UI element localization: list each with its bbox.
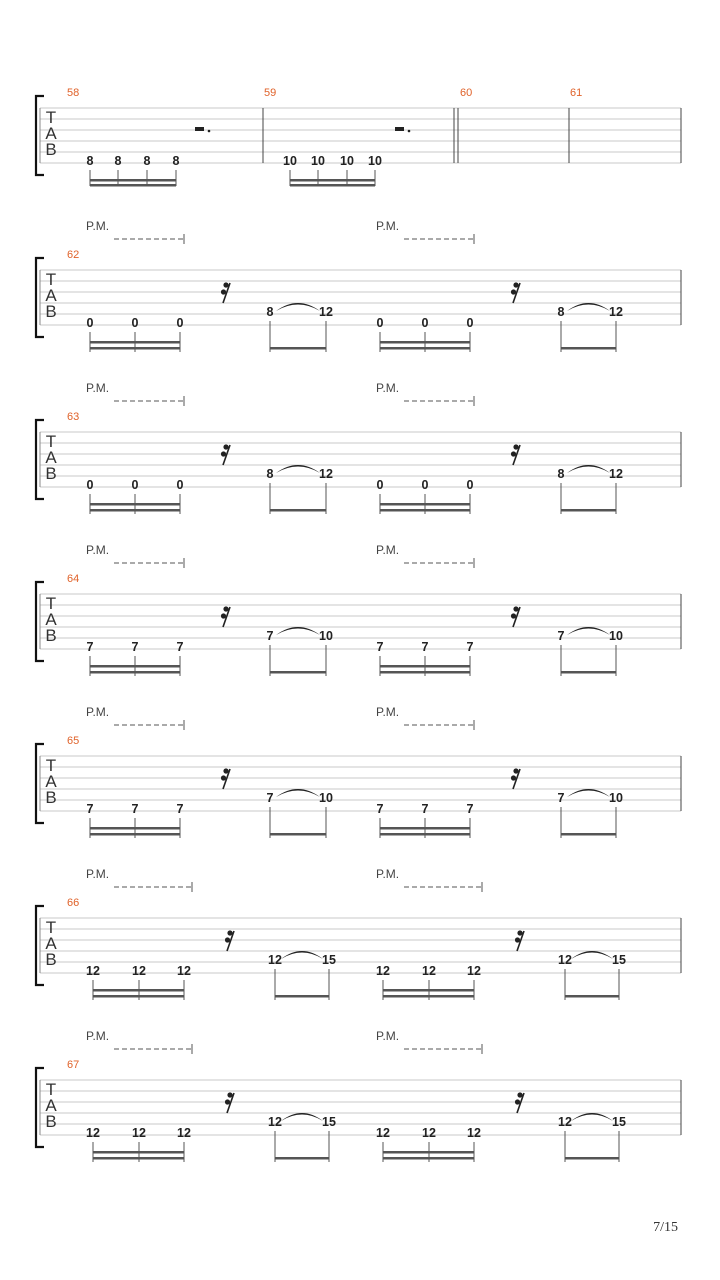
beam-secondary xyxy=(90,347,180,350)
system-measure-65 xyxy=(36,705,681,838)
fret-number: 0 xyxy=(131,478,139,492)
palm-mute-label: P.M. xyxy=(86,219,110,233)
measure-number: 58 xyxy=(67,87,80,99)
fret-number: 0 xyxy=(466,478,474,492)
beam-primary xyxy=(93,989,184,992)
fret-number: 8 xyxy=(114,154,122,168)
fret-number: 12 xyxy=(467,964,481,978)
rest-flag-dot xyxy=(513,606,518,611)
beam-secondary xyxy=(380,347,470,350)
rest-flag-dot xyxy=(513,444,518,449)
beam-primary xyxy=(565,995,619,998)
tab-clef-letter: A xyxy=(45,1096,57,1115)
fret-number: 0 xyxy=(176,316,184,330)
measure-number: 59 xyxy=(264,87,277,99)
fret-number: 7 xyxy=(421,640,429,654)
measure-number: 60 xyxy=(460,87,473,99)
fret-number: 8 xyxy=(557,467,565,481)
fret-number: 12 xyxy=(558,1115,572,1129)
fret-number: 12 xyxy=(319,467,333,481)
fret-number: 0 xyxy=(176,478,184,492)
tab-clef-letter: B xyxy=(45,302,57,321)
tab-clef-letter: A xyxy=(45,448,57,467)
beam-primary xyxy=(90,341,180,344)
fret-number: 0 xyxy=(421,478,429,492)
beam-primary xyxy=(270,671,326,674)
rest-flag-dot xyxy=(223,606,228,611)
measure-number: 63 xyxy=(67,411,80,423)
measure-number: 64 xyxy=(67,573,80,585)
beam-primary xyxy=(290,179,375,182)
fret-number: 10 xyxy=(609,629,623,643)
beam-secondary xyxy=(90,509,180,512)
tab-clef-letter: A xyxy=(45,124,57,143)
rest-flag-dot xyxy=(221,613,226,618)
fret-number: 8 xyxy=(266,305,274,319)
fret-number: 0 xyxy=(376,478,384,492)
fret-number: 7 xyxy=(421,802,429,816)
rest-flag-dot xyxy=(221,289,226,294)
system-measure-63 xyxy=(36,381,681,514)
slur-arc xyxy=(567,303,610,311)
rest-flag-dot xyxy=(513,768,518,773)
tab-clef-letter: B xyxy=(45,140,57,159)
beam-primary xyxy=(90,665,180,668)
rest-flag-dot xyxy=(511,451,516,456)
beam-secondary xyxy=(90,671,180,674)
beam-secondary xyxy=(93,1157,184,1160)
fret-number: 15 xyxy=(612,953,626,967)
fret-number: 12 xyxy=(268,953,282,967)
beam-secondary xyxy=(380,509,470,512)
rest-dot xyxy=(208,130,211,133)
fret-number: 12 xyxy=(268,1115,282,1129)
slur-arc xyxy=(276,789,320,797)
tab-clef-letter: B xyxy=(45,1112,57,1131)
tab-clef-letter: B xyxy=(45,464,57,483)
palm-mute-label: P.M. xyxy=(376,219,400,233)
beam-primary xyxy=(561,509,616,512)
beam-secondary xyxy=(380,833,470,836)
beam-primary xyxy=(93,1151,184,1154)
fret-number: 7 xyxy=(557,629,565,643)
beam-primary xyxy=(383,989,474,992)
palm-mute-label: P.M. xyxy=(86,867,110,881)
palm-mute-label: P.M. xyxy=(86,705,110,719)
fret-number: 12 xyxy=(609,467,623,481)
fret-number: 8 xyxy=(86,154,94,168)
tab-clef-letter: A xyxy=(45,934,57,953)
half-rest xyxy=(395,127,404,131)
fret-number: 12 xyxy=(467,1126,481,1140)
fret-number: 10 xyxy=(319,629,333,643)
tab-clef-letter: B xyxy=(45,788,57,807)
beam-primary xyxy=(90,503,180,506)
tab-clef-letter: T xyxy=(45,270,57,289)
measure-number: 62 xyxy=(67,249,80,261)
system-measures-58-61 xyxy=(36,87,681,187)
tab-clef-letter: B xyxy=(45,950,57,969)
rest-flag-dot xyxy=(511,775,516,780)
beam-secondary xyxy=(380,671,470,674)
tab-clef-letter: T xyxy=(45,108,57,127)
measure-number: 67 xyxy=(67,1059,80,1071)
fret-number: 12 xyxy=(422,1126,436,1140)
palm-mute-label: P.M. xyxy=(376,381,400,395)
fret-number: 7 xyxy=(176,802,184,816)
rest-flag-dot xyxy=(227,930,232,935)
fret-number: 7 xyxy=(557,791,565,805)
beam-primary xyxy=(270,347,326,350)
fret-number: 7 xyxy=(376,640,384,654)
fret-number: 12 xyxy=(319,305,333,319)
fret-number: 7 xyxy=(266,791,274,805)
fret-number: 0 xyxy=(421,316,429,330)
fret-number: 0 xyxy=(86,316,94,330)
slur-arc xyxy=(567,789,610,797)
rest-flag-dot xyxy=(515,1099,520,1104)
fret-number: 7 xyxy=(176,640,184,654)
fret-number: 7 xyxy=(466,640,474,654)
fret-number: 12 xyxy=(177,964,191,978)
system-measure-67 xyxy=(36,1029,681,1162)
beam-secondary xyxy=(383,1157,474,1160)
beam-primary xyxy=(383,1151,474,1154)
rest-dot xyxy=(408,130,411,133)
page-number: 7/15 xyxy=(653,1220,678,1235)
rest-flag-dot xyxy=(515,937,520,942)
beam-primary xyxy=(380,665,470,668)
fret-number: 12 xyxy=(132,1126,146,1140)
beam-secondary xyxy=(290,184,375,187)
tab-clef-letter: T xyxy=(45,918,57,937)
rest-flag-dot xyxy=(517,930,522,935)
fret-number: 8 xyxy=(557,305,565,319)
palm-mute-label: P.M. xyxy=(376,1029,400,1043)
beam-primary xyxy=(270,509,326,512)
rest-flag-dot xyxy=(223,282,228,287)
fret-number: 10 xyxy=(340,154,354,168)
system-measure-64 xyxy=(36,543,681,676)
rest-flag-dot xyxy=(223,768,228,773)
measure-number: 61 xyxy=(570,87,583,99)
rest-flag-dot xyxy=(221,451,226,456)
fret-number: 8 xyxy=(143,154,151,168)
fret-number: 12 xyxy=(376,1126,390,1140)
slur-arc xyxy=(276,627,320,635)
fret-number: 12 xyxy=(422,964,436,978)
tab-clef-letter: B xyxy=(45,626,57,645)
slur-arc xyxy=(276,303,320,311)
fret-number: 0 xyxy=(131,316,139,330)
measure-number: 66 xyxy=(67,897,80,909)
palm-mute-label: P.M. xyxy=(376,543,400,557)
slur-arc xyxy=(281,951,323,959)
fret-number: 12 xyxy=(376,964,390,978)
beam-secondary xyxy=(90,833,180,836)
fret-number: 8 xyxy=(172,154,180,168)
palm-mute-label: P.M. xyxy=(86,381,110,395)
rest-flag-dot xyxy=(227,1092,232,1097)
rest-flag-dot xyxy=(517,1092,522,1097)
fret-number: 12 xyxy=(558,953,572,967)
beam-primary xyxy=(561,347,616,350)
slur-arc xyxy=(567,627,610,635)
tab-clef-letter: T xyxy=(45,432,57,451)
fret-number: 10 xyxy=(283,154,297,168)
rest-flag-dot xyxy=(223,444,228,449)
slur-arc xyxy=(276,465,320,473)
palm-mute-label: P.M. xyxy=(86,543,110,557)
tab-clef-letter: T xyxy=(45,1080,57,1099)
fret-number: 12 xyxy=(132,964,146,978)
beam-primary xyxy=(270,833,326,836)
fret-number: 7 xyxy=(86,802,94,816)
beam-primary xyxy=(561,833,616,836)
slur-arc xyxy=(281,1113,323,1121)
slur-arc xyxy=(571,1113,613,1121)
tab-clef-letter: T xyxy=(45,756,57,775)
beam-primary xyxy=(275,995,329,998)
system-measure-66 xyxy=(36,867,681,1000)
fret-number: 15 xyxy=(322,1115,336,1129)
rest-flag-dot xyxy=(225,1099,230,1104)
fret-number: 10 xyxy=(311,154,325,168)
beam-secondary xyxy=(383,995,474,998)
palm-mute-label: P.M. xyxy=(376,705,400,719)
tab-clef-letter: A xyxy=(45,772,57,791)
fret-number: 7 xyxy=(376,802,384,816)
fret-number: 8 xyxy=(266,467,274,481)
palm-mute-label: P.M. xyxy=(86,1029,110,1043)
palm-mute-label: P.M. xyxy=(376,867,400,881)
beam-primary xyxy=(90,179,176,182)
system-measure-62 xyxy=(36,219,681,352)
half-rest xyxy=(195,127,204,131)
measure-number: 65 xyxy=(67,735,80,747)
fret-number: 0 xyxy=(466,316,474,330)
beam-primary xyxy=(565,1157,619,1160)
beam-secondary xyxy=(93,995,184,998)
fret-number: 7 xyxy=(266,629,274,643)
rest-flag-dot xyxy=(513,282,518,287)
fret-number: 10 xyxy=(368,154,382,168)
tab-clef-letter: A xyxy=(45,610,57,629)
rest-flag-dot xyxy=(511,289,516,294)
beam-primary xyxy=(90,827,180,830)
beam-primary xyxy=(380,503,470,506)
fret-number: 12 xyxy=(609,305,623,319)
tab-clef-letter: A xyxy=(45,286,57,305)
fret-number: 15 xyxy=(322,953,336,967)
fret-number: 12 xyxy=(86,1126,100,1140)
fret-number: 0 xyxy=(376,316,384,330)
fret-number: 7 xyxy=(466,802,474,816)
rest-flag-dot xyxy=(221,775,226,780)
tab-clef-letter: T xyxy=(45,594,57,613)
beam-secondary xyxy=(90,184,176,187)
rest-flag-dot xyxy=(225,937,230,942)
fret-number: 7 xyxy=(86,640,94,654)
beam-primary xyxy=(380,341,470,344)
beam-primary xyxy=(380,827,470,830)
fret-number: 7 xyxy=(131,640,139,654)
rest-flag-dot xyxy=(511,613,516,618)
beam-primary xyxy=(275,1157,329,1160)
beam-primary xyxy=(561,671,616,674)
fret-number: 7 xyxy=(131,802,139,816)
slur-arc xyxy=(567,465,610,473)
fret-number: 15 xyxy=(612,1115,626,1129)
fret-number: 10 xyxy=(609,791,623,805)
fret-number: 10 xyxy=(319,791,333,805)
fret-number: 12 xyxy=(86,964,100,978)
fret-number: 12 xyxy=(177,1126,191,1140)
fret-number: 0 xyxy=(86,478,94,492)
slur-arc xyxy=(571,951,613,959)
